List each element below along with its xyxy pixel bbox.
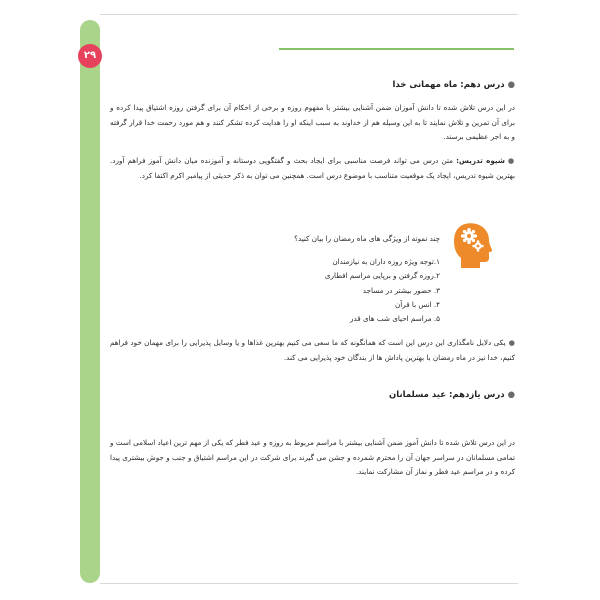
page-number-badge: ۲۹ <box>78 44 102 68</box>
bullet-icon: ● <box>507 156 515 165</box>
list-item: ۲.روزه گرفتن و برپایی مراسم افطاری <box>324 271 440 281</box>
lesson11-heading-text: درس یازدهم: عید مسلمانان <box>389 390 505 400</box>
lesson11-paragraph: در این درس تلاش شده تا دانش آموز ضمن آشنایی بیشتر با مراسم مربوط به روزه و عید فطر که یکی از مهم ترین اعیاد اسلامی است و تمامی مسلمانان در سراسر جهان آن را محترم شمرده و جشن می گیرند برای شرکت در این مراسم اشتیاق و جنب و جوش بیشتری پیدا کرده و در مراسم عید فطر و نماز آن مشارکت نمایند. <box>110 438 515 476</box>
lesson10-heading-text: درس دهم: ماه مهمانی خدا <box>392 80 505 90</box>
reason-paragraph-text: یکی دلایل نامگذاری این درس این است که همانگونه که ما سعی می کنیم بهترین غذاها و یا وسایل پذیرایی را برای مهمان خود فراهم کنیم، خدا نیز در ماه رمضان با بهترین پاداش ها از بندگان خود پذیرایی می کند. <box>110 338 515 362</box>
list-item: ۱.توجه ویژه روزه داران به نیازمندان <box>332 257 440 266</box>
header-accent-line <box>279 48 514 50</box>
lesson11-heading <box>110 390 515 400</box>
bullet-icon: ● <box>507 390 515 400</box>
side-margin-bar <box>80 20 100 583</box>
head-gears-icon <box>453 222 493 268</box>
top-divider <box>100 14 518 15</box>
teaching-method-label: شیوه تدریس: <box>456 156 505 165</box>
lesson10-paragraph: در این درس تلاش شده تا دانش آموزان ضمن آشنایی بیشتر با مفهوم روزه و برخی از احکام آن برای گرفتن روزه اشتیاق پیدا کرده و برای آن تمرین و تلاش نمایند تا به این وسیله هم از خداوند به سبب اینکه او را هدایت کرده تشکر کنند و هم مورد رحمت خدا قرار گرفته و به اجر عظیمی برسند. <box>110 103 515 141</box>
question-prompt: چند نمونه از ویژگی های ماه رمضان را بیان کنید؟ <box>294 234 440 243</box>
teaching-method-paragraph <box>110 154 515 183</box>
question-block <box>200 232 440 326</box>
list-item: ۵. مراسم احیای شب های قدر <box>350 314 440 324</box>
list-item: ۴. انس با قرآن <box>394 299 440 309</box>
list-item: ۳. حضور بیشتر در مساجد <box>362 285 440 295</box>
teaching-method-text: متن درس می تواند فرصت مناسبی برای ایجاد بحث و گفتگویی دوستانه و آموزنده میان دانش آموز فراهم آورد. بهترین شیوه تدریس، ایجاد یک موقعیت متناسب با موضوع درس است. همچنین می توان به ذکر حدیثی از پیامبر اکرم اکتفا کرد. <box>110 156 515 180</box>
bottom-divider <box>100 583 518 584</box>
lesson10-heading <box>110 80 515 90</box>
reason-paragraph <box>110 336 515 365</box>
bullet-icon: ● <box>507 80 515 90</box>
bullet-icon: ● <box>508 338 515 347</box>
